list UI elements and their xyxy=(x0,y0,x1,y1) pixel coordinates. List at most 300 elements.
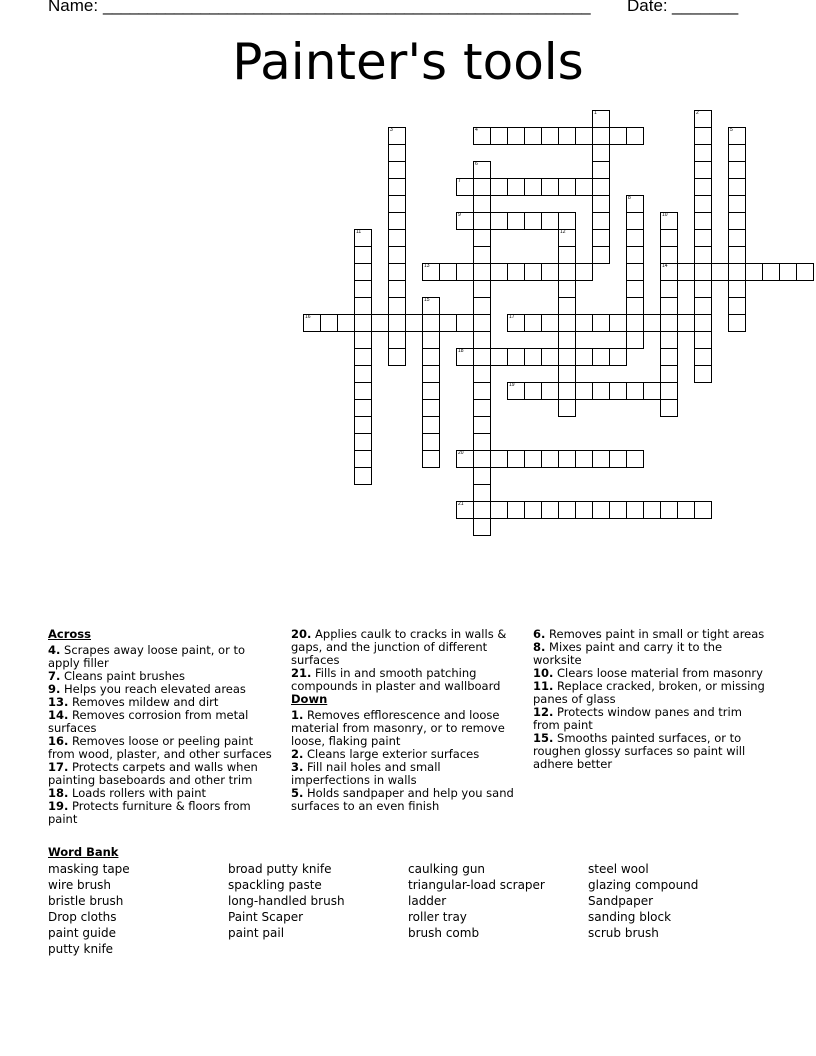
grid-cell[interactable] xyxy=(473,195,491,213)
grid-cell[interactable] xyxy=(728,263,746,281)
clue-number: 2 xyxy=(696,110,699,116)
grid-cell[interactable] xyxy=(422,399,440,417)
grid-cell[interactable] xyxy=(388,127,406,145)
grid-cell[interactable] xyxy=(558,331,576,349)
clue-number: 14. xyxy=(48,708,69,722)
grid-cell[interactable] xyxy=(524,501,542,519)
grid-cell[interactable] xyxy=(354,416,372,434)
word-bank-item: paint guide xyxy=(48,926,116,940)
grid-cell[interactable] xyxy=(694,365,712,383)
grid-cell[interactable] xyxy=(541,382,559,400)
grid-cell[interactable] xyxy=(592,348,610,366)
grid-cell[interactable] xyxy=(694,178,712,196)
grid-cell[interactable] xyxy=(745,263,763,281)
down-clue xyxy=(533,732,765,771)
grid-cell[interactable] xyxy=(473,450,491,468)
clue-number: 16. xyxy=(48,734,69,748)
grid-cell[interactable] xyxy=(660,501,678,519)
grid-cell[interactable] xyxy=(507,501,525,519)
word-bank-col-4 xyxy=(588,861,698,941)
clue-text: Loads rollers with paint xyxy=(68,786,207,800)
grid-cell[interactable] xyxy=(677,501,695,519)
grid-cell[interactable] xyxy=(507,314,525,332)
grid-cell[interactable] xyxy=(575,263,593,281)
grid-cell[interactable] xyxy=(473,331,491,349)
grid-cell[interactable] xyxy=(575,127,593,145)
word-bank-item: bristle brush xyxy=(48,894,124,908)
down-clue xyxy=(291,709,519,748)
grid-cell[interactable] xyxy=(728,127,746,145)
word-bank-item: Sandpaper xyxy=(588,894,654,908)
clue-number: 4 xyxy=(475,127,478,133)
grid-cell[interactable] xyxy=(779,263,797,281)
down-clue xyxy=(533,641,765,667)
grid-cell[interactable] xyxy=(541,450,559,468)
clue-number: 9 xyxy=(458,212,461,218)
grid-cell[interactable] xyxy=(354,229,372,247)
grid-cell[interactable] xyxy=(354,467,372,485)
grid-cell[interactable] xyxy=(354,399,372,417)
clue-number: 13 xyxy=(424,263,430,269)
clue-number: 6. xyxy=(533,627,546,641)
clue-text: Fills in and smooth patching compounds in plaster and wallboard xyxy=(291,666,501,693)
clue-text: Smooths painted surfaces, or to roughen glossy surfaces so paint will adhere better xyxy=(533,731,746,771)
grid-cell[interactable] xyxy=(728,297,746,315)
grid-cell[interactable] xyxy=(388,144,406,162)
grid-cell[interactable] xyxy=(558,229,576,247)
grid-cell[interactable] xyxy=(728,280,746,298)
grid-cell[interactable] xyxy=(575,314,593,332)
grid-cell[interactable] xyxy=(626,314,644,332)
grid-cell[interactable] xyxy=(507,212,525,230)
grid-cell[interactable] xyxy=(439,263,457,281)
clue-number: 20. xyxy=(291,627,312,641)
grid-cell[interactable] xyxy=(592,212,610,230)
grid-cell[interactable] xyxy=(473,501,491,519)
grid-cell[interactable] xyxy=(507,263,525,281)
grid-cell[interactable] xyxy=(626,246,644,264)
grid-cell[interactable] xyxy=(473,212,491,230)
grid-cell[interactable] xyxy=(473,127,491,145)
grid-cell[interactable] xyxy=(558,399,576,417)
grid-cell[interactable] xyxy=(694,229,712,247)
grid-cell[interactable] xyxy=(388,331,406,349)
grid-cell[interactable] xyxy=(660,365,678,383)
grid-cell[interactable] xyxy=(660,229,678,247)
across-clue xyxy=(48,709,276,735)
down-clue xyxy=(291,761,519,787)
grid-cell[interactable] xyxy=(694,348,712,366)
grid-cell[interactable] xyxy=(660,331,678,349)
clue-number: 20 xyxy=(458,450,464,456)
grid-cell[interactable] xyxy=(473,229,491,247)
grid-cell[interactable] xyxy=(558,382,576,400)
grid-cell[interactable] xyxy=(541,314,559,332)
grid-cell[interactable] xyxy=(728,195,746,213)
word-bank-col-3 xyxy=(408,861,545,941)
grid-cell[interactable] xyxy=(575,501,593,519)
grid-cell[interactable] xyxy=(626,127,644,145)
grid-cell[interactable] xyxy=(694,212,712,230)
word-bank-item: sanding block xyxy=(588,910,672,924)
grid-cell[interactable] xyxy=(592,144,610,162)
grid-cell[interactable] xyxy=(643,314,661,332)
clue-number: 8 xyxy=(628,195,631,201)
grid-cell[interactable] xyxy=(354,450,372,468)
grid-cell[interactable] xyxy=(558,127,576,145)
grid-cell[interactable] xyxy=(473,365,491,383)
word-bank-item: brush comb xyxy=(408,926,480,940)
grid-cell[interactable] xyxy=(609,382,627,400)
grid-cell[interactable] xyxy=(473,314,491,332)
grid-cell[interactable] xyxy=(422,263,440,281)
clue-number: 4. xyxy=(48,643,61,657)
grid-cell[interactable] xyxy=(643,501,661,519)
clue-text: Removes efflorescence and loose material from masonry, or to remove loose, flaking paint xyxy=(291,708,505,748)
grid-cell[interactable] xyxy=(575,178,593,196)
grid-cell[interactable] xyxy=(422,416,440,434)
grid-cell[interactable] xyxy=(660,399,678,417)
grid-cell[interactable] xyxy=(558,348,576,366)
grid-cell[interactable] xyxy=(473,280,491,298)
grid-cell[interactable] xyxy=(558,280,576,298)
grid-cell[interactable] xyxy=(422,450,440,468)
name-line[interactable]: _______________________________________________________ xyxy=(103,0,591,15)
grid-cell[interactable] xyxy=(507,348,525,366)
grid-cell[interactable] xyxy=(524,212,542,230)
grid-cell[interactable] xyxy=(592,178,610,196)
clues-column-2 xyxy=(291,628,519,813)
clue-number: 12. xyxy=(533,705,554,719)
word-bank-col-2 xyxy=(228,861,345,941)
grid-cell[interactable] xyxy=(694,314,712,332)
grid-cell[interactable] xyxy=(694,161,712,179)
word-bank-col-1 xyxy=(48,861,130,957)
grid-cell[interactable] xyxy=(694,501,712,519)
grid-cell[interactable] xyxy=(388,195,406,213)
grid-cell[interactable] xyxy=(694,280,712,298)
grid-cell[interactable] xyxy=(422,314,440,332)
grid-cell[interactable] xyxy=(473,297,491,315)
grid-cell[interactable] xyxy=(422,348,440,366)
grid-cell[interactable] xyxy=(354,433,372,451)
grid-cell[interactable] xyxy=(626,212,644,230)
grid-cell[interactable] xyxy=(388,212,406,230)
grid-cell[interactable] xyxy=(490,450,508,468)
grid-cell[interactable] xyxy=(456,314,474,332)
grid-cell[interactable] xyxy=(592,229,610,247)
grid-cell[interactable] xyxy=(609,127,627,145)
grid-cell[interactable] xyxy=(524,348,542,366)
grid-cell[interactable] xyxy=(660,297,678,315)
grid-cell[interactable] xyxy=(388,246,406,264)
clues-column-1 xyxy=(48,628,276,826)
grid-cell[interactable] xyxy=(422,365,440,383)
grid-cell[interactable] xyxy=(456,178,474,196)
clue-number: 17 xyxy=(509,314,515,320)
grid-cell[interactable] xyxy=(694,246,712,264)
grid-cell[interactable] xyxy=(371,314,389,332)
grid-cell[interactable] xyxy=(575,450,593,468)
clue-number: 3. xyxy=(291,760,304,774)
grid-cell[interactable] xyxy=(711,263,729,281)
grid-cell[interactable] xyxy=(626,195,644,213)
date-label: Date: xyxy=(627,0,668,15)
grid-cell[interactable] xyxy=(473,467,491,485)
grid-cell[interactable] xyxy=(507,382,525,400)
grid-cell[interactable] xyxy=(609,314,627,332)
grid-cell[interactable] xyxy=(626,501,644,519)
grid-cell[interactable] xyxy=(626,450,644,468)
grid-cell[interactable] xyxy=(490,212,508,230)
grid-cell[interactable] xyxy=(320,314,338,332)
grid-cell[interactable] xyxy=(473,348,491,366)
grid-cell[interactable] xyxy=(558,178,576,196)
clue-number: 3 xyxy=(390,127,393,133)
grid-cell[interactable] xyxy=(388,297,406,315)
clue-number: 21. xyxy=(291,666,312,680)
clue-number: 14 xyxy=(662,263,668,269)
grid-cell[interactable] xyxy=(694,144,712,162)
grid-cell[interactable] xyxy=(762,263,780,281)
grid-cell[interactable] xyxy=(473,161,491,179)
word-bank-item: triangular-load scraper xyxy=(408,878,545,892)
grid-cell[interactable] xyxy=(626,331,644,349)
grid-cell[interactable] xyxy=(490,348,508,366)
grid-cell[interactable] xyxy=(728,212,746,230)
grid-cell[interactable] xyxy=(660,314,678,332)
word-bank-item: spackling paste xyxy=(228,878,322,892)
grid-cell[interactable] xyxy=(524,314,542,332)
grid-cell[interactable] xyxy=(473,382,491,400)
word-bank-item: roller tray xyxy=(408,910,467,924)
grid-cell[interactable] xyxy=(473,399,491,417)
grid-cell[interactable] xyxy=(592,110,610,128)
grid-cell[interactable] xyxy=(541,348,559,366)
grid-cell[interactable] xyxy=(643,382,661,400)
clue-number: 5. xyxy=(291,786,304,800)
clue-number: 11. xyxy=(533,679,554,693)
grid-cell[interactable] xyxy=(592,450,610,468)
grid-cell[interactable] xyxy=(677,314,695,332)
grid-cell[interactable] xyxy=(524,178,542,196)
grid-cell[interactable] xyxy=(388,178,406,196)
grid-cell[interactable] xyxy=(626,382,644,400)
down-heading: Down xyxy=(291,692,328,706)
grid-cell[interactable] xyxy=(660,246,678,264)
grid-cell[interactable] xyxy=(592,246,610,264)
grid-cell[interactable] xyxy=(660,263,678,281)
grid-cell[interactable] xyxy=(524,450,542,468)
grid-cell[interactable] xyxy=(388,280,406,298)
grid-cell[interactable] xyxy=(354,365,372,383)
grid-cell[interactable] xyxy=(609,348,627,366)
grid-cell[interactable] xyxy=(558,501,576,519)
grid-cell[interactable] xyxy=(592,161,610,179)
clue-number: 13. xyxy=(48,695,69,709)
grid-cell[interactable] xyxy=(303,314,321,332)
grid-cell[interactable] xyxy=(660,348,678,366)
across-clue xyxy=(291,667,519,693)
grid-cell[interactable] xyxy=(524,127,542,145)
clue-text: Scrapes away loose paint, or to apply filler xyxy=(48,643,246,670)
clue-text: Replace cracked, broken, or missing panes of glass xyxy=(533,679,765,706)
grid-cell[interactable] xyxy=(609,450,627,468)
grid-cell[interactable] xyxy=(592,314,610,332)
grid-cell[interactable] xyxy=(592,501,610,519)
grid-cell[interactable] xyxy=(388,263,406,281)
clue-text: Protects carpets and walls when painting baseboards and other trim xyxy=(48,760,258,787)
grid-cell[interactable] xyxy=(660,382,678,400)
grid-cell[interactable] xyxy=(354,331,372,349)
grid-cell[interactable] xyxy=(694,110,712,128)
grid-cell[interactable] xyxy=(490,501,508,519)
grid-cell[interactable] xyxy=(728,178,746,196)
grid-cell[interactable] xyxy=(728,161,746,179)
clue-number: 12 xyxy=(560,229,566,235)
grid-cell[interactable] xyxy=(592,127,610,145)
grid-cell[interactable] xyxy=(677,263,695,281)
grid-cell[interactable] xyxy=(422,331,440,349)
grid-cell[interactable] xyxy=(609,501,627,519)
clue-text: Mixes paint and carry it to the worksite xyxy=(533,640,723,667)
down-clue xyxy=(533,680,765,706)
grid-cell[interactable] xyxy=(575,348,593,366)
grid-cell[interactable] xyxy=(456,501,474,519)
grid-cell[interactable] xyxy=(354,246,372,264)
grid-cell[interactable] xyxy=(558,246,576,264)
grid-cell[interactable] xyxy=(388,314,406,332)
grid-cell[interactable] xyxy=(354,297,372,315)
clue-number: 18 xyxy=(458,348,464,354)
grid-cell[interactable] xyxy=(626,297,644,315)
grid-cell[interactable] xyxy=(473,263,491,281)
clue-number: 7 xyxy=(458,178,461,184)
grid-cell[interactable] xyxy=(354,280,372,298)
grid-cell[interactable] xyxy=(354,314,372,332)
clue-text: Applies caulk to cracks in walls & gaps, and the junction of different surfaces xyxy=(291,627,507,667)
grid-cell[interactable] xyxy=(507,450,525,468)
clue-text: Cleans paint brushes xyxy=(60,669,185,683)
grid-cell[interactable] xyxy=(728,229,746,247)
grid-cell[interactable] xyxy=(388,161,406,179)
grid-cell[interactable] xyxy=(558,314,576,332)
word-bank-item: broad putty knife xyxy=(228,862,332,876)
across-clue xyxy=(48,761,276,787)
grid-cell[interactable] xyxy=(490,127,508,145)
clue-number: 19. xyxy=(48,799,69,813)
clue-number: 8. xyxy=(533,640,546,654)
grid-cell[interactable] xyxy=(337,314,355,332)
grid-cell[interactable] xyxy=(473,178,491,196)
grid-cell[interactable] xyxy=(541,263,559,281)
across-clue xyxy=(48,735,276,761)
grid-cell[interactable] xyxy=(728,314,746,332)
grid-cell[interactable] xyxy=(422,297,440,315)
date-line[interactable]: _______ xyxy=(672,0,739,15)
grid-cell[interactable] xyxy=(541,127,559,145)
grid-cell[interactable] xyxy=(456,212,474,230)
grid-cell[interactable] xyxy=(405,314,423,332)
grid-cell[interactable] xyxy=(388,348,406,366)
grid-cell[interactable] xyxy=(626,280,644,298)
word-bank-item: long-handled brush xyxy=(228,894,345,908)
grid-cell[interactable] xyxy=(456,348,474,366)
clue-number: 1. xyxy=(291,708,304,722)
grid-cell[interactable] xyxy=(524,382,542,400)
grid-cell[interactable] xyxy=(626,229,644,247)
grid-cell[interactable] xyxy=(507,127,525,145)
grid-cell[interactable] xyxy=(558,450,576,468)
grid-cell[interactable] xyxy=(422,382,440,400)
word-bank-item: scrub brush xyxy=(588,926,659,940)
grid-cell[interactable] xyxy=(592,195,610,213)
grid-cell[interactable] xyxy=(473,433,491,451)
grid-cell[interactable] xyxy=(694,331,712,349)
clue-number: 9. xyxy=(48,682,61,696)
clue-text: Removes paint in small or tight areas xyxy=(545,627,765,641)
grid-cell[interactable] xyxy=(694,195,712,213)
word-bank-item: paint pail xyxy=(228,926,285,940)
grid-cell[interactable] xyxy=(354,382,372,400)
clue-number: 6 xyxy=(475,161,478,167)
grid-cell[interactable] xyxy=(660,280,678,298)
grid-cell[interactable] xyxy=(796,263,814,281)
grid-cell[interactable] xyxy=(541,212,559,230)
grid-cell[interactable] xyxy=(592,382,610,400)
grid-cell[interactable] xyxy=(456,450,474,468)
grid-cell[interactable] xyxy=(490,178,508,196)
grid-cell[interactable] xyxy=(541,501,559,519)
grid-cell[interactable] xyxy=(558,263,576,281)
clue-text: Removes corrosion from metal surfaces xyxy=(48,708,249,735)
grid-cell[interactable] xyxy=(728,144,746,162)
grid-cell[interactable] xyxy=(660,212,678,230)
clue-text: Helps you reach elevated areas xyxy=(60,682,246,696)
grid-cell[interactable] xyxy=(388,229,406,247)
word-bank-heading: Word Bank xyxy=(48,845,119,859)
word-bank-item: glazing compound xyxy=(588,878,699,892)
grid-cell[interactable] xyxy=(558,297,576,315)
grid-cell[interactable] xyxy=(541,178,559,196)
grid-cell[interactable] xyxy=(626,263,644,281)
grid-cell[interactable] xyxy=(422,433,440,451)
grid-cell[interactable] xyxy=(354,348,372,366)
grid-cell[interactable] xyxy=(558,212,576,230)
grid-cell[interactable] xyxy=(456,263,474,281)
grid-cell[interactable] xyxy=(694,263,712,281)
grid-cell[interactable] xyxy=(354,263,372,281)
grid-cell[interactable] xyxy=(473,484,491,502)
grid-cell[interactable] xyxy=(439,314,457,332)
grid-cell[interactable] xyxy=(473,246,491,264)
grid-cell[interactable] xyxy=(728,246,746,264)
grid-cell[interactable] xyxy=(473,518,491,536)
grid-cell[interactable] xyxy=(473,416,491,434)
clue-text: Clears loose material from masonry xyxy=(553,666,763,680)
grid-cell[interactable] xyxy=(507,178,525,196)
grid-cell[interactable] xyxy=(694,127,712,145)
word-bank-item: wire brush xyxy=(48,878,112,892)
grid-cell[interactable] xyxy=(490,263,508,281)
clue-text: Holds sandpaper and help you sand surfaces to an even finish xyxy=(291,786,514,813)
grid-cell[interactable] xyxy=(558,365,576,383)
word-bank-item: ladder xyxy=(408,894,447,908)
grid-cell[interactable] xyxy=(524,263,542,281)
grid-cell[interactable] xyxy=(575,382,593,400)
grid-cell[interactable] xyxy=(694,297,712,315)
word-bank-item: masking tape xyxy=(48,862,130,876)
